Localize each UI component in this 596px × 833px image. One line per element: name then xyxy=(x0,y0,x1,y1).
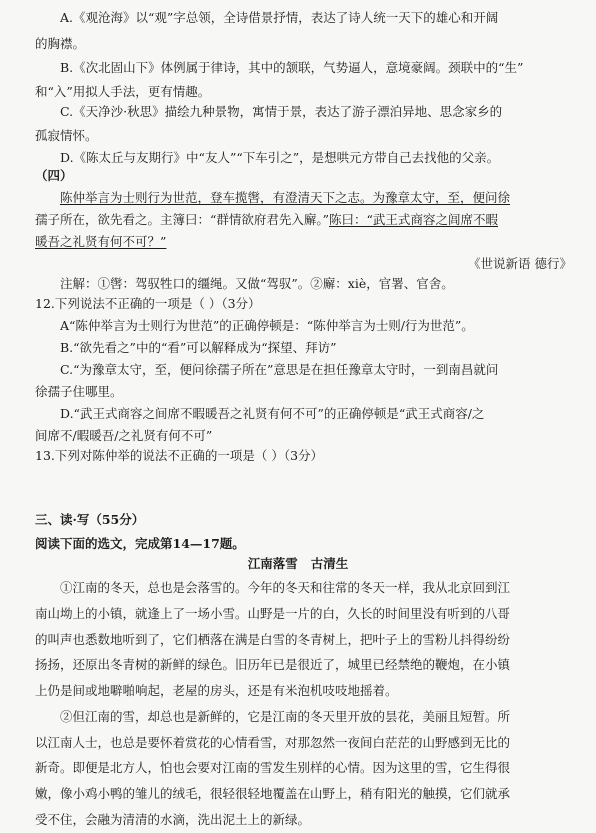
section-three-heading: 三、读·写（55分） xyxy=(35,512,145,527)
essay-line-8: 新奇。即便是北方人，怕也会要对江南的雪发生别样的心情。因为这里的雪，它生得很 xyxy=(35,760,511,775)
option-a: A.《观沧海》以“观”字总领，全诗借景抒情，表达了诗人统一天下的雄心和开阔 xyxy=(60,10,499,25)
essay-line-1: ①江南的冬天，总也是会落雪的。今年的冬天和往常的冬天一样，我从北京回到江 xyxy=(60,580,511,595)
section-four-heading: （四） xyxy=(35,168,73,183)
essay-line-2: 南山坳上的小镇，就逢上了一场小雪。山野是一片的白，久长的时间里没有听到的八哥 xyxy=(35,606,511,621)
passage-line-1: 陈仲举言为士则行为世范，登车揽辔，有澄清天下之志。为豫章太守，至，便问徐 xyxy=(60,190,511,205)
essay-author: 古清生 xyxy=(310,556,349,571)
passage-line-2-part-b: 陈曰：“武王式商容之闾席不暇 xyxy=(329,212,498,227)
question-12-option-d-continued: 间席不/暇暖吾/之礼贤有何不可” xyxy=(35,428,213,443)
essay-line-7: 以江南人士，也总是要怀着赏花的心情看雪，对那忽然一夜间白茫茫的山野感到无比的 xyxy=(35,735,511,750)
question-12: 12.下列说法不正确的一项是（ ）（3分） xyxy=(35,296,261,311)
annotation-note: 注解：①辔：驾驭牲口的缰绳。又做“驾驭”。②廨：xiè，官署、官舍。 xyxy=(60,276,454,291)
question-12-option-c: C.“为豫章太守，至，便问徐孺子所在”意思是在担任豫章太守时，一到南昌就问 xyxy=(60,362,499,377)
essay-line-4: 扬扬，还原出冬青树的新鲜的绿色。旧历年已是很近了，城里已经禁绝的鞭炮，在小镇 xyxy=(35,657,511,672)
option-c: C.《天净沙·秋思》描绘九种景物，寓情于景，表达了游子漂泊异地、思念家乡的 xyxy=(60,104,503,119)
question-13: 13.下列对陈仲举的说法不正确的一项是（ ）（3分） xyxy=(35,448,324,463)
passage-source: 《世说新语 德行》 xyxy=(468,256,572,271)
passage-line-3: 暖吾之礼贤有何不可？” xyxy=(35,234,167,249)
option-b: B.《次北固山下》体例属于律诗，其中的颔联，气势逼人，意境豪阔。颈联中的“生” xyxy=(60,60,524,75)
option-c-continued: 孤寂情怀。 xyxy=(35,128,98,143)
question-12-option-b: B.“欲先看之”中的“看”可以解释成为“探望、拜访” xyxy=(60,340,337,355)
reading-instruction: 阅读下面的选文，完成第14—17题。 xyxy=(35,536,245,551)
essay-title-row xyxy=(0,556,596,572)
essay-line-3: 的叫声也悉数地听到了，它们栖落在满是白雪的冬青树上，把叶子上的雪粉儿抖得纷纷 xyxy=(35,632,511,647)
passage-line-2 xyxy=(35,212,596,228)
option-a-continued: 的胸襟。 xyxy=(35,36,86,51)
essay-title: 江南落雪 xyxy=(247,556,298,571)
essay-line-9: 嫩，像小鸡小鸭的雏儿的绒毛，很轻很轻地覆盖在山野上，稍有阳光的触摸，它们就承 xyxy=(35,786,511,801)
passage-line-2-part-a: 孺子所在，欲先看之。主簿曰：“群情欲府君先入廨。” xyxy=(35,212,330,227)
essay-line-5: 上仍是间或地噼啪响起，老屋的房头，还是有米泡机吱吱地摇着。 xyxy=(35,683,398,698)
question-12-option-d: D.“武王式商容之间席不暇暖吾之礼贤有何不可”的正确停顿是“武王式商容/之 xyxy=(60,406,485,421)
option-d: D.《陈太丘与友期行》中“友人”“下车引之”，是想哄元方带自己去找他的父亲。 xyxy=(60,150,500,165)
question-12-option-a: A“陈仲举言为士则行为世范”的正确停顿是：“陈仲举言为士则/行为世范”。 xyxy=(60,318,474,333)
essay-line-6: ②但江南的雪，却总也是新鲜的，它是江南的冬天里开放的昙花，美丽且短暂。所 xyxy=(60,709,511,724)
essay-line-10: 受不住，会融为清清的水滴，洗出泥土上的新绿。 xyxy=(35,812,311,827)
question-12-option-c-continued: 徐孺子住哪里。 xyxy=(35,384,123,399)
option-b-continued: 和“入”用拟人手法，更有情趣。 xyxy=(35,84,211,99)
